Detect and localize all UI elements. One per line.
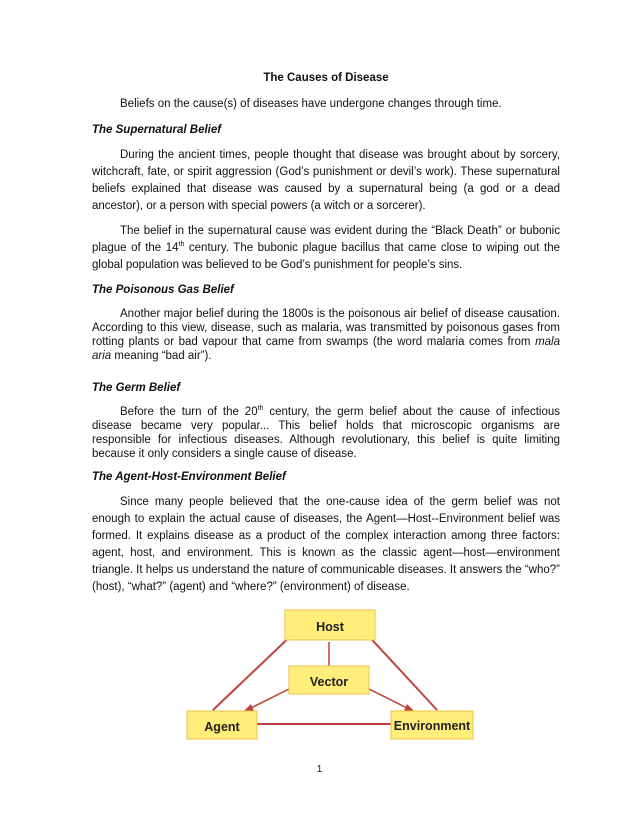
supernatural-paragraph-2 (92, 223, 560, 274)
section-heading-supernatural: The Supernatural Belief (92, 124, 222, 136)
vector-node (289, 666, 369, 694)
superscript: th (257, 405, 264, 412)
text-fragment: Another major belief during the 1800s is the poisonous air belief of disease causation. According to this view, disease, such as malaria, was transmitted by poisonous gases from rotting plants or bad vapour that came from swamps (the word malaria comes from (92, 308, 560, 348)
text-fragment: meaning “bad air”). (111, 350, 212, 362)
intro-paragraph: Beliefs on the cause(s) of diseases have undergone changes through time. (120, 98, 502, 110)
agent-host-environment-paragraph: Since many people believed that the one-cause idea of the germ belief was not enough to explain the actual cause of diseases, the Agent—Host--Environment belief was formed. It explains disease as a product of the complex interaction among three factors: agent, host, and environment. This is known as the classic agent—host—environment triangle. It helps us understand the nature of communicable diseases. It answers the “who?” (host), “what?” (agent) and “where?” (environment) of disease. (92, 496, 560, 593)
host-environment-line (363, 630, 437, 710)
agent-label: Agent (204, 720, 240, 734)
agent-node (187, 711, 257, 739)
host-label: Host (316, 620, 344, 634)
page-number: 1 (316, 764, 323, 775)
superscript: th (178, 241, 185, 248)
environment-node (391, 711, 473, 739)
section-heading-germ: The Germ Belief (92, 382, 181, 394)
agent-host-environment-diagram (185, 608, 475, 743)
section-heading-agent-host-environment: The Agent-Host-Environment Belief (92, 471, 286, 483)
host-node (285, 610, 375, 640)
text-fragment: century, the germ belief about the cause of infectious disease became very popular... This belief holds that microscopic organisms are responsible for infectious diseases. Although revolutionary, this belief is quite limiting because it only considers a single cause of disease. (92, 406, 560, 460)
section-heading-poisonous-gas: The Poisonous Gas Belief (92, 284, 234, 296)
text-fragment: century. The bubonic plague bacillus that came close to wiping out the global population was believed to be God’s punishment for people’s sins. (92, 242, 560, 271)
text-fragment: The belief in the supernatural cause was evident during the “Black Death” or bubonic plague of the 14 (92, 225, 560, 254)
supernatural-paragraph-1: During the ancient times, people thought that disease was brought about by sorcery, witchcraft, fate, or spirit aggression (God’s punishment or devil’s work). These supernatural beliefs explained that disease was caused by a supernatural being (a god or a dead ancestor), or a person with special powers (a witch or a sorcerer). (92, 149, 560, 212)
document-page (92, 70, 560, 596)
emphasis-text: mala aria (92, 336, 560, 362)
vector-label: Vector (309, 675, 349, 689)
host-agent-line (213, 630, 297, 710)
text-fragment: Before the turn of the 20 (120, 406, 258, 418)
germ-paragraph (92, 405, 560, 461)
page-title: The Causes of Disease (263, 72, 389, 84)
poisonous-gas-paragraph (92, 307, 560, 363)
environment-label: Environment (393, 719, 471, 733)
